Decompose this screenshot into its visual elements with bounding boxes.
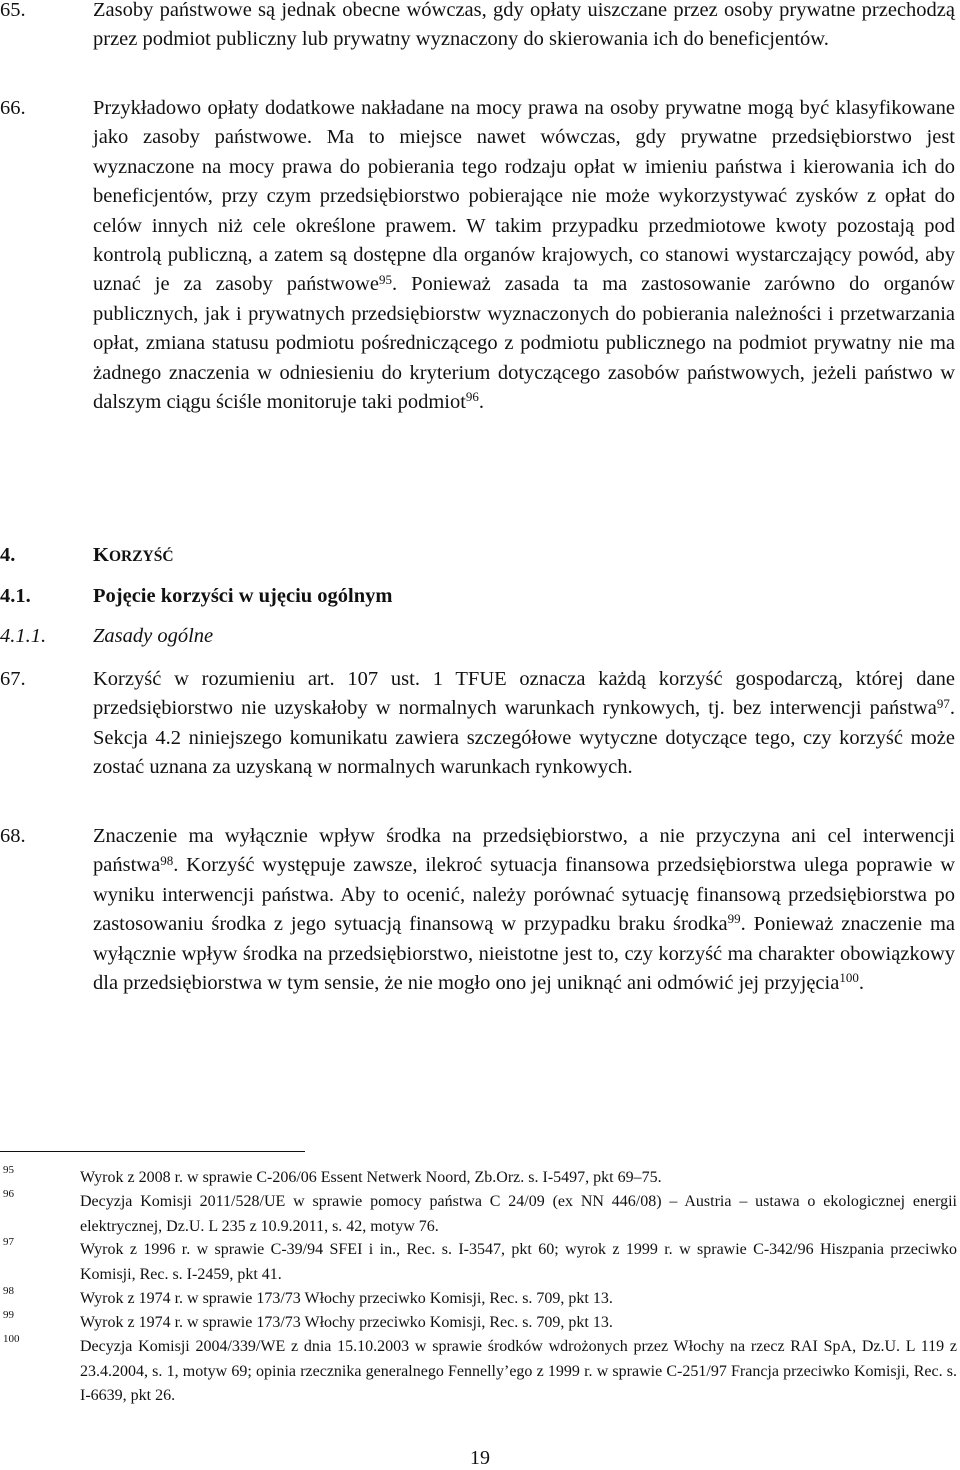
paragraph-body xyxy=(93,0,955,55)
heading-title xyxy=(93,541,174,571)
footnote-99 xyxy=(0,1311,960,1336)
heading-number: 4.1.1. xyxy=(0,625,47,647)
page-number: 19 xyxy=(470,1447,490,1469)
footnote-text: Wyrok z 2008 r. w sprawie C-206/06 Essent Netwerk Noord, Zb.Orz. s. I-5497, pkt 69–75. xyxy=(80,1169,662,1186)
footnote-98 xyxy=(0,1287,960,1312)
paragraph-text: Znaczenie ma wyłącznie wpływ środka na przedsiębiorstwo, a nie przyczyna ani cel interwencji państwa xyxy=(93,825,955,877)
footnote-ref-98[interactable]: 98 xyxy=(160,852,174,868)
footnote-96 xyxy=(0,1190,960,1239)
footnote-text: Wyrok z 1974 r. w sprawie 173/73 Włochy przeciwko Komisji, Rec. s. 709, pkt 13. xyxy=(80,1314,613,1331)
footnote-97 xyxy=(0,1238,960,1287)
footnote-ref-96[interactable]: 96 xyxy=(465,389,479,405)
paragraph-68 xyxy=(0,822,960,998)
heading-rest: ORZYŚĆ xyxy=(108,548,174,565)
footnote-ref-99[interactable]: 99 xyxy=(727,911,741,927)
footnote-number: 98 xyxy=(3,1285,14,1297)
footnote-95 xyxy=(0,1166,960,1191)
footnote-text: Wyrok z 1974 r. w sprawie 173/73 Włochy przeciwko Komisji, Rec. s. 709, pkt 13. xyxy=(80,1290,613,1307)
footnote-number: 96 xyxy=(3,1188,14,1200)
paragraph-text: . xyxy=(478,391,485,414)
paragraph-text: . Ponieważ znaczenie ma wyłącznie wpływ środka na przedsiębiorstwo, nieistotne jest to, czy korzyść ma charakter obowiązkowy dla przedsiębiorstwa w tym sensie, że nie mogło ono jej uniknąć ani odmówić jej przyjęcia xyxy=(93,913,956,995)
footnote-number: 100 xyxy=(3,1333,20,1345)
paragraph-body xyxy=(93,94,955,417)
footnote-number: 99 xyxy=(3,1309,14,1321)
paragraph-text: Zasoby państwowe są jednak obecne wówczas, gdy opłaty uiszczane przez osoby prywatne przechodzą przez podmiot publiczny lub prywatny wyznaczony do skierowania ich do beneficjentów. xyxy=(93,0,955,51)
paragraph-text: Korzyść w rozumieniu art. 107 ust. 1 TFUE oznacza każdą korzyść gospodarczą, której dane przedsiębiorstwo nie uzyskałoby w normalnych warunkach rynkowych, tj. bez interwencji państwa xyxy=(93,668,955,720)
footnote-ref-97[interactable]: 97 xyxy=(936,695,950,711)
footnote-ref-100[interactable]: 100 xyxy=(839,970,859,986)
heading-title: Pojęcie korzyści w ujęciu ogólnym xyxy=(93,585,393,607)
footnote-text: Wyrok z 1996 r. w sprawie C-39/94 SFEI i in., Rec. s. I-3547, pkt 60; wyrok z 1999 r. w sprawie C-342/96 Hiszpania przeciwko Komisji, Rec. s. I-2459, pkt 41. xyxy=(80,1241,957,1283)
heading-title: Zasady ogólne xyxy=(93,625,214,647)
heading-number: 4. xyxy=(0,544,16,566)
paragraph-66 xyxy=(0,94,960,417)
footnote-100 xyxy=(0,1335,960,1409)
footnote-ref-95[interactable]: 95 xyxy=(378,271,392,287)
paragraph-number: 66. xyxy=(0,97,26,119)
paragraph-body xyxy=(93,665,955,783)
paragraph-text: Przykładowo opłaty dodatkowe nakładane na mocy prawa na osoby prywatne mogą być klasyfikowane jako zasoby państwowe. Ma to miejsce nawet wówczas, gdy prywatne przedsiębiorstwo jest wyznaczone na mocy prawa do pobierania tego rodzaju opłat w imieniu państwa i kierowania ich do beneficjentów, przy czym przedsiębiorstwo pobierające nie może wykorzystywać zysków z opłat do celów innych niż cele określone prawem. W takim przypadku przedmiotowe kwoty pozostają pod kontrolą publiczną, a zatem są dostępne dla organów krajowych, co stanowi wystarczający powód, aby uznać je za zasoby państwowe xyxy=(93,97,955,296)
footnote-number: 95 xyxy=(3,1164,14,1176)
footnote-separator xyxy=(0,1151,305,1152)
paragraph-text: . Ponieważ zasada ta ma zastosowanie zarówno do organów publicznych, jak i prywatnych przedsiębiorstw wyznaczonych do pobierania należności i przetwarzania opłat, zmiana statusu podmiotu pośredniczącego z podmiotu publicznego na podmiot prywatny nie ma żadnego znaczenia w odniesieniu do kryterium dotyczącego zasobów państwowych, jeżeli państwo w dalszym ciągu ściśle monitoruje taki podmiot xyxy=(93,273,955,414)
footnote-text: Decyzja Komisji 2011/528/UE w sprawie pomocy państwa C 24/09 (ex NN 446/08) – Austria – ustawa o ekologicznej energii elektrycznej, Dz.U. L 235 z 10.9.2011, s. 42, motyw 76. xyxy=(80,1193,957,1235)
paragraph-text: . Korzyść występuje zawsze, ilekroć sytuacja finansowa przedsiębiorstwa ulega poprawie w wyniku interwencji państwa. Aby to ocenić, należy porównać sytuację finansową przedsiębiorstwa po zastosowaniu środka z jego sytuacją finansową w przypadku braku środka xyxy=(93,854,955,936)
footnote-text: Decyzja Komisji 2004/339/WE z dnia 15.10.2003 w sprawie środków wdrożonych przez Włochy na rzecz RAI SpA, Dz.U. L 119 z 23.4.2004, s. 1, motyw 69; opinia rzecznika generalnego Fennelly’ego z 1999 r. w sprawie C-251/97 Francja przeciwko Komisji, Rec. s. I-6639, pkt 26. xyxy=(80,1338,957,1405)
paragraph-number: 65. xyxy=(0,0,26,21)
footnote-number: 97 xyxy=(3,1236,14,1248)
paragraph-number: 67. xyxy=(0,668,26,690)
heading-number: 4.1. xyxy=(0,585,31,607)
paragraph-65 xyxy=(0,0,960,55)
paragraph-body xyxy=(93,822,955,998)
heading-initial: K xyxy=(93,544,109,566)
paragraph-text: . xyxy=(858,972,864,995)
paragraph-text: . Sekcja 4.2 niniejszego komunikatu zawiera szczegółowe wytyczne dotyczące tego, czy korzyść może zostać uznana za uzyskaną w normalnych warunkach rynkowych. xyxy=(93,697,955,779)
paragraph-67 xyxy=(0,665,960,783)
paragraph-number: 68. xyxy=(0,825,26,847)
